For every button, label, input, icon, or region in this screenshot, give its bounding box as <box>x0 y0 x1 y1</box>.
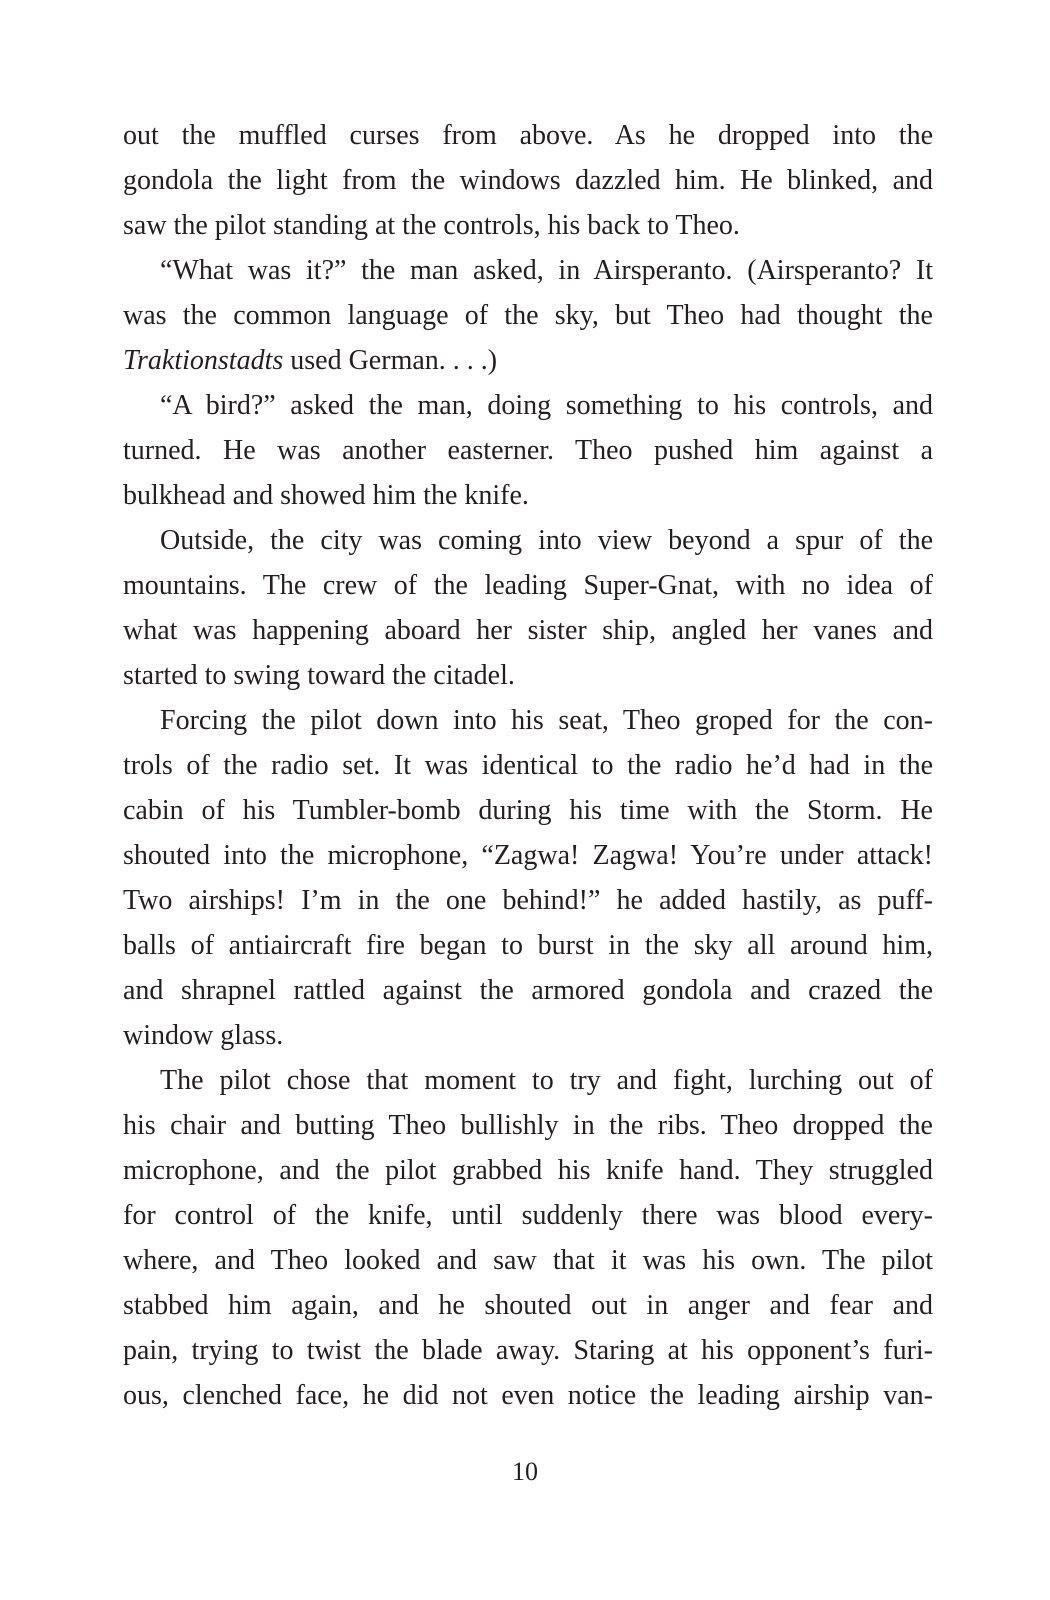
italic-text: Traktionstadts <box>123 345 284 376</box>
text-line: “What was it?” the man asked, in Airsperanto. (Airsperanto? It <box>160 255 933 286</box>
text-line: ous, clenched face, he did not even notice the leading airship van- <box>123 1380 933 1411</box>
paragraph <box>123 248 933 383</box>
text-line: trols of the radio set. It was identical to the radio he’d had in the <box>123 750 933 781</box>
body-text <box>123 113 933 1418</box>
text-line: shouted into the microphone, “Zagwa! Zagwa! You’re under attack! <box>123 840 933 871</box>
text-line: cabin of his Tumbler-bomb during his time with the Storm. He <box>123 795 933 826</box>
text-line: bulkhead and showed him the knife. <box>123 480 529 511</box>
paragraph <box>123 698 933 1058</box>
text-line: window glass. <box>123 1020 284 1051</box>
text-line: was the common language of the sky, but Theo had thought the <box>123 300 933 331</box>
page-number: 10 <box>512 1457 538 1486</box>
text-line: his chair and butting Theo bullishly in the ribs. Theo dropped the <box>123 1110 933 1141</box>
text-line: what was happening aboard her sister ship, angled her vanes and <box>123 615 933 646</box>
text-line: Forcing the pilot down into his seat, Theo groped for the con- <box>160 705 933 736</box>
paragraph <box>123 113 933 248</box>
text-line: gondola the light from the windows dazzled him. He blinked, and <box>123 165 933 196</box>
text-line: “A bird?” asked the man, doing something to his controls, and <box>160 390 933 421</box>
text-line: Two airships! I’m in the one behind!” he added hastily, as puff- <box>123 885 933 916</box>
text-run: used German. . . .) <box>283 345 498 376</box>
text-line: started to swing toward the citadel. <box>123 660 515 691</box>
text-line: turned. He was another easterner. Theo pushed him against a <box>123 435 933 466</box>
paragraph <box>123 1058 933 1418</box>
text-line: where, and Theo looked and saw that it was his own. The pilot <box>123 1245 933 1276</box>
text-line: pain, trying to twist the blade away. Staring at his opponent’s furi- <box>123 1335 933 1366</box>
text-line <box>123 338 933 383</box>
text-line: out the muffled curses from above. As he dropped into the <box>123 120 933 151</box>
text-line: microphone, and the pilot grabbed his knife hand. They struggled <box>123 1155 933 1186</box>
paragraph <box>123 518 933 698</box>
text-line: The pilot chose that moment to try and fight, lurching out of <box>160 1065 933 1096</box>
text-line: for control of the knife, until suddenly there was blood every- <box>123 1200 933 1231</box>
text-line: saw the pilot standing at the controls, his back to Theo. <box>123 210 740 241</box>
text-line: and shrapnel rattled against the armored gondola and crazed the <box>123 975 933 1006</box>
text-line: Outside, the city was coming into view beyond a spur of the <box>160 525 933 556</box>
text-line: balls of antiaircraft fire began to burst in the sky all around him, <box>123 930 933 961</box>
text-line: stabbed him again, and he shouted out in anger and fear and <box>123 1290 933 1321</box>
paragraph <box>123 383 933 518</box>
text-line: mountains. The crew of the leading Super-Gnat, with no idea of <box>123 570 933 601</box>
